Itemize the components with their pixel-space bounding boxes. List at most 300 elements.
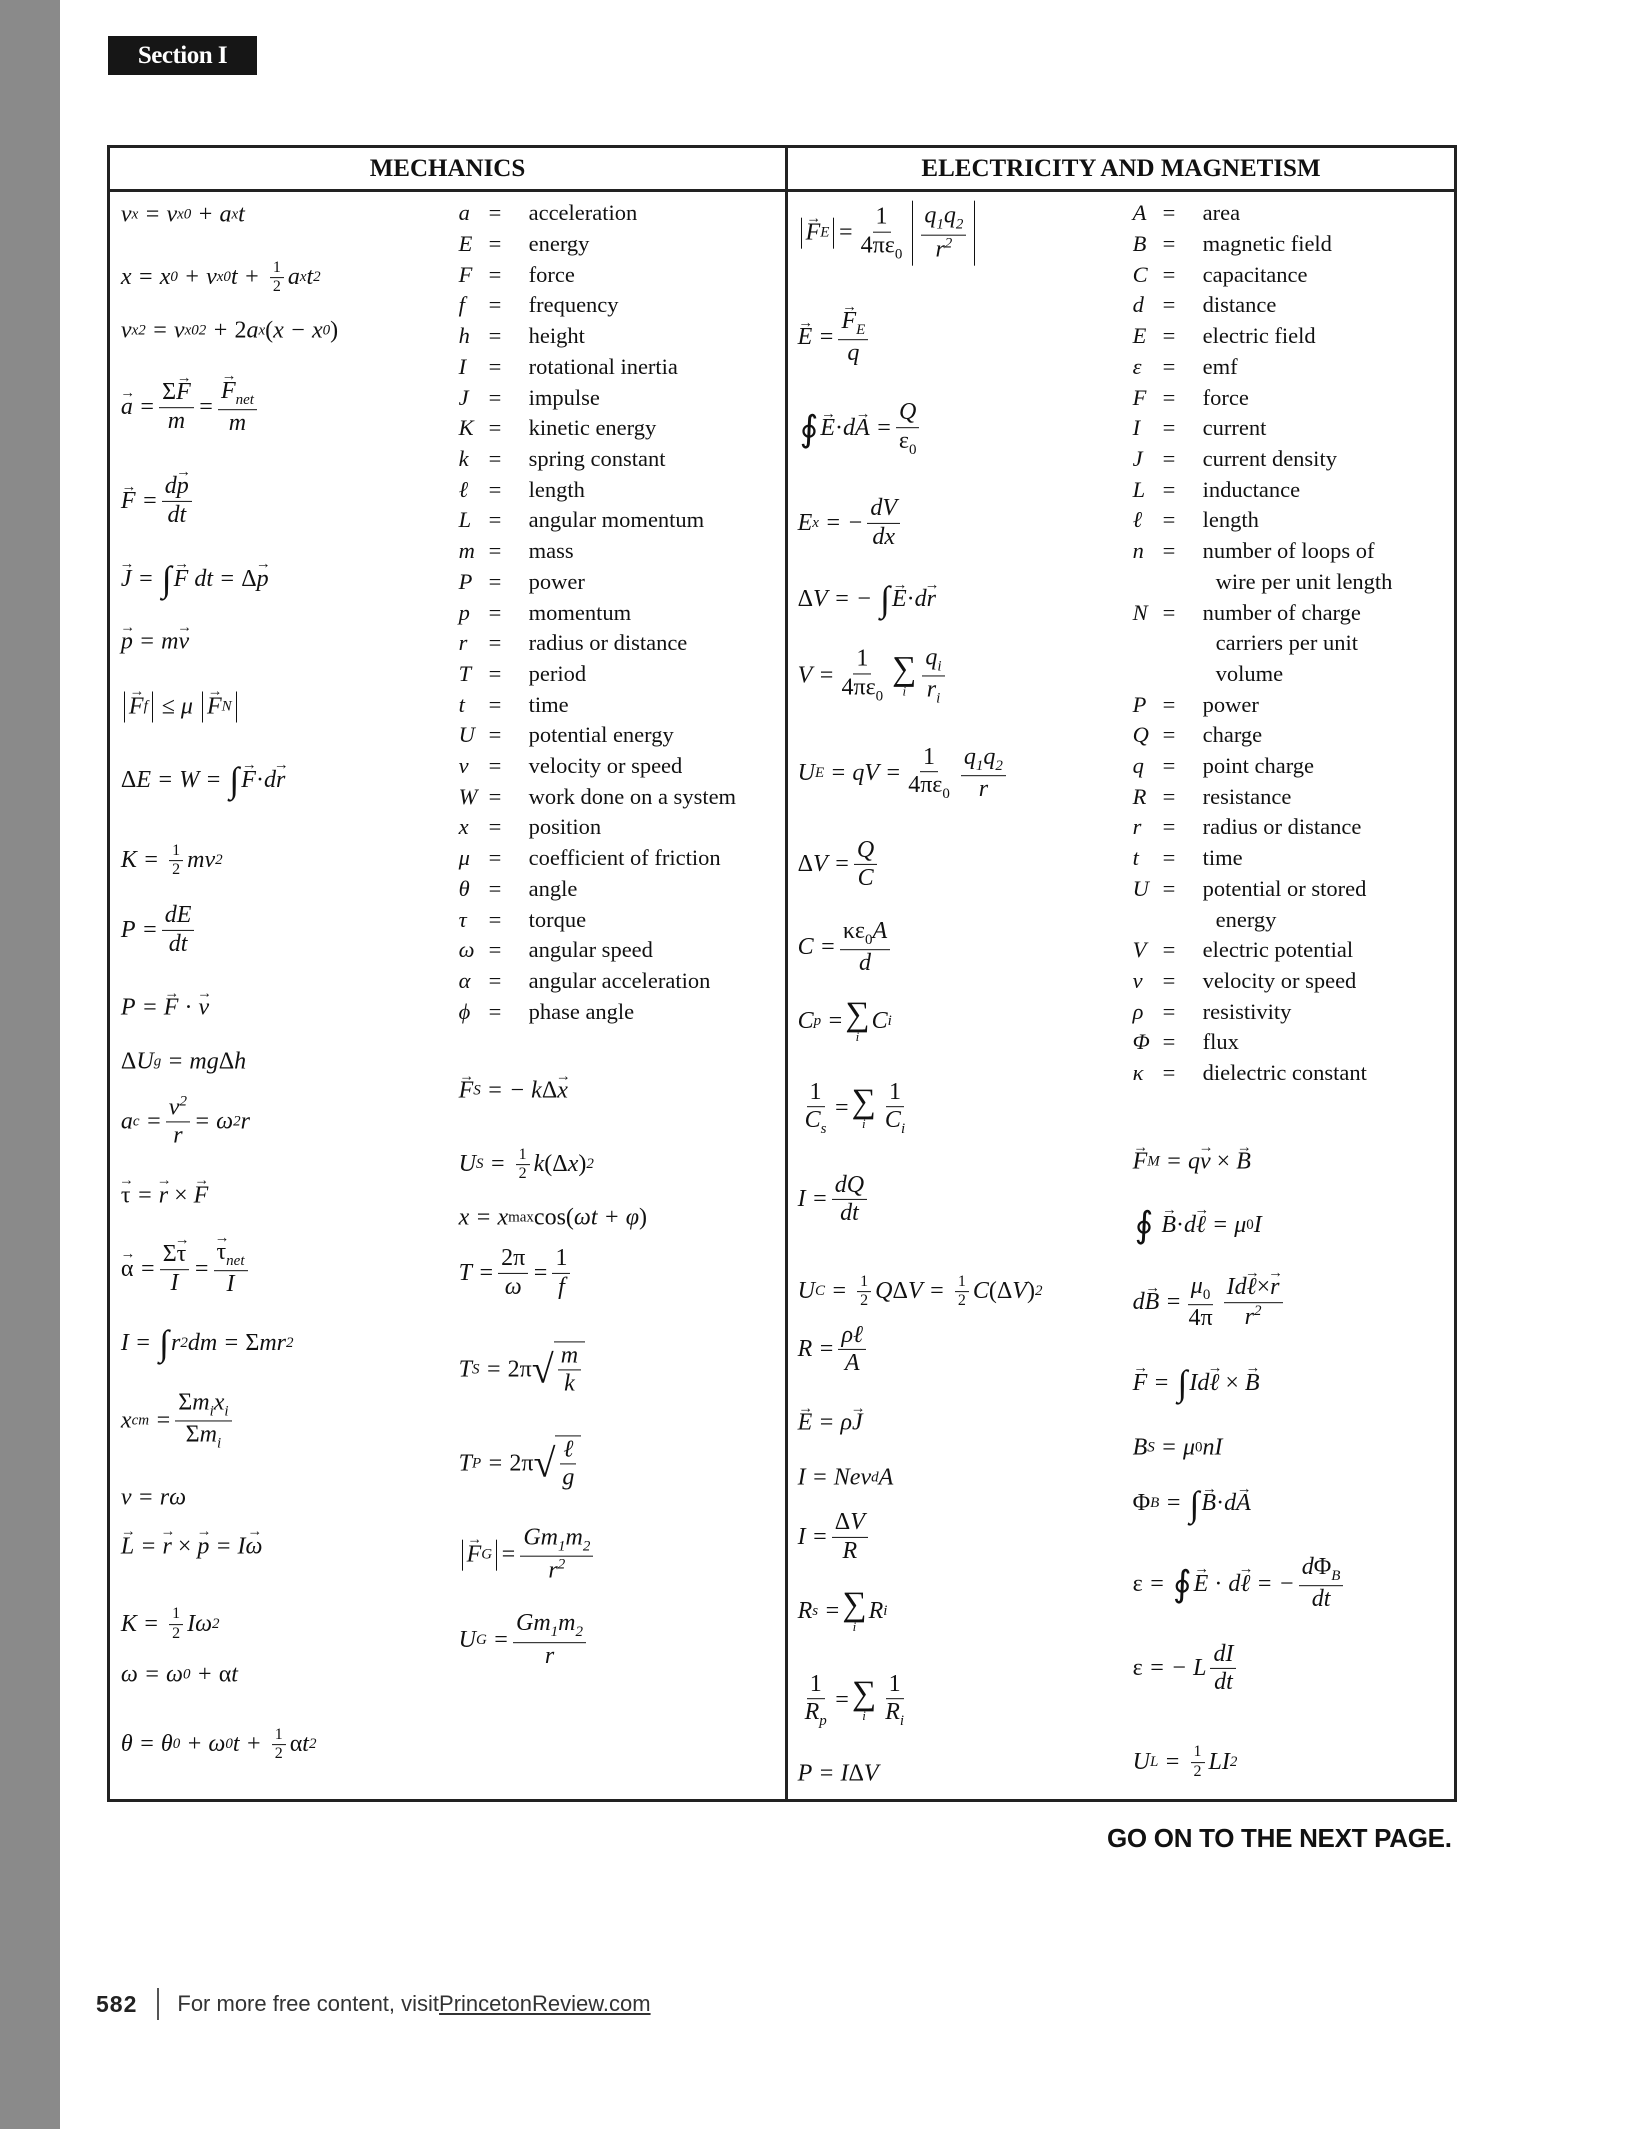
definition-line: position bbox=[528, 814, 602, 840]
definition-text bbox=[529, 690, 569, 721]
formula: → F E = 1 $4\pi\varepsilon_0$ $q_1q_2$ $r^2$ bbox=[798, 201, 979, 266]
variable-symbol: L bbox=[1132, 476, 1146, 502]
variable-symbol: U bbox=[1132, 875, 1149, 901]
formula: V = 1 $4\pi\varepsilon_0$ ∑ i $q_i$ $r_i$ bbox=[798, 644, 949, 707]
definition-item bbox=[1133, 383, 1393, 414]
definition-text bbox=[1203, 782, 1292, 813]
variable-symbol: f bbox=[458, 292, 465, 318]
equals-sign: = bbox=[1162, 691, 1176, 717]
formula: v x 2 = v x0 2 + 2 a x ( x − x 0 ) bbox=[120, 317, 339, 344]
formula: ∮ → B · d → ℓ = μ 0 I bbox=[1133, 1207, 1262, 1243]
variable-symbol: τ bbox=[458, 906, 467, 932]
definition-text bbox=[1203, 505, 1259, 536]
definition-text bbox=[529, 812, 602, 843]
equals-sign: = bbox=[488, 906, 502, 932]
definition-text bbox=[1203, 720, 1263, 751]
definition-text bbox=[1203, 966, 1357, 997]
definition-text bbox=[1203, 413, 1267, 444]
variable-symbol: F bbox=[458, 261, 473, 287]
definition-line: velocity or speed bbox=[528, 753, 683, 779]
definition-line: time bbox=[528, 691, 569, 717]
definition-line: spring constant bbox=[528, 446, 666, 471]
definition-text bbox=[1203, 1058, 1367, 1089]
definition-text bbox=[529, 997, 635, 1028]
definition-item bbox=[459, 413, 736, 444]
definition-item bbox=[459, 260, 736, 291]
definition-item bbox=[1133, 444, 1393, 475]
definition-item bbox=[1133, 536, 1393, 597]
formula: x = x 0 + v x0 t + 1 2 a x t 2 bbox=[120, 258, 321, 296]
formula: a c = $v^2$ r = ω 2 r bbox=[120, 1093, 250, 1149]
variable-symbol: B bbox=[1132, 231, 1147, 257]
equals-sign: = bbox=[1162, 538, 1176, 564]
definition-item bbox=[459, 905, 736, 936]
variable-symbol: Φ bbox=[1132, 1029, 1150, 1055]
variable-symbol: r bbox=[1132, 814, 1142, 840]
formula: x = x max cos( ωt + φ ) bbox=[458, 1204, 647, 1231]
equals-sign: = bbox=[488, 507, 502, 533]
definition-text bbox=[529, 659, 586, 690]
definition-text bbox=[529, 475, 585, 506]
definition-item bbox=[459, 505, 736, 536]
definition-line: length bbox=[1202, 507, 1259, 533]
variable-symbol: d bbox=[1132, 292, 1144, 318]
variable-symbol: R bbox=[1132, 783, 1147, 809]
definition-line: height bbox=[528, 323, 585, 349]
definition-item bbox=[459, 536, 736, 567]
footer-text: For more free content, visit bbox=[177, 1991, 440, 2016]
formula: P = → F · → v bbox=[121, 995, 209, 1022]
definition-text bbox=[529, 843, 721, 874]
definition-item bbox=[459, 751, 736, 782]
definition-item bbox=[1133, 966, 1393, 997]
formula: 1 $R_p$ = ∑ i 1 $R_i$ bbox=[804, 1670, 905, 1730]
definition-text bbox=[1203, 383, 1249, 414]
definition-text bbox=[1203, 874, 1367, 935]
variable-symbol: ϕ bbox=[458, 998, 471, 1024]
equals-sign: = bbox=[488, 200, 502, 226]
definition-line: number of charge bbox=[1202, 599, 1361, 625]
equals-sign: = bbox=[1162, 292, 1176, 318]
definition-line: coefficient of friction bbox=[528, 845, 721, 871]
equals-sign: = bbox=[1162, 1060, 1176, 1086]
formula: I = dQ dt bbox=[798, 1172, 872, 1228]
variable-symbol: k bbox=[458, 446, 469, 471]
equals-sign: = bbox=[488, 691, 502, 717]
variable-symbol: a bbox=[458, 200, 470, 226]
page-edge-bar bbox=[0, 0, 60, 2129]
formula: ∮ → E · d → A = Q $\varepsilon_0$ bbox=[798, 399, 924, 459]
formula: → τ = → r × → F bbox=[121, 1182, 208, 1209]
definition-item bbox=[1133, 935, 1393, 966]
definition-item bbox=[459, 198, 736, 229]
definition-line: frequency bbox=[528, 292, 619, 318]
equals-sign: = bbox=[1162, 722, 1176, 748]
definition-item bbox=[1133, 1027, 1393, 1058]
equals-sign: = bbox=[1162, 998, 1176, 1024]
definition-line: current bbox=[1202, 415, 1267, 441]
formula: → F f ≤ μ → F N bbox=[121, 691, 240, 722]
footer-divider bbox=[157, 1988, 159, 2020]
variable-symbol: h bbox=[458, 323, 470, 349]
equals-sign: = bbox=[1162, 384, 1176, 410]
formula: Φ B = ∫ → B · d → A bbox=[1133, 1486, 1251, 1522]
formula: → L = → r × → p = I → ω bbox=[121, 1533, 263, 1560]
definition-text bbox=[1203, 260, 1308, 291]
definition-text bbox=[1203, 321, 1316, 352]
equals-sign: = bbox=[488, 231, 502, 257]
formula: v x = v x0 + a x t bbox=[120, 201, 245, 228]
variable-symbol: E bbox=[458, 231, 473, 257]
variable-symbol: N bbox=[1132, 599, 1148, 625]
variable-symbol: I bbox=[1132, 415, 1141, 441]
definition-text bbox=[529, 260, 575, 291]
definition-line: potential energy bbox=[528, 722, 674, 748]
definition-text bbox=[1203, 290, 1277, 321]
definition-line: angle bbox=[528, 875, 578, 901]
variable-symbol: θ bbox=[458, 875, 470, 901]
equals-sign: = bbox=[488, 998, 502, 1024]
variable-symbol: q bbox=[1132, 753, 1144, 779]
formula: → p = m → v bbox=[121, 629, 189, 656]
formula: v = rω bbox=[120, 1484, 187, 1511]
formula: d → B = $\mu_0$ 4π Id→ ℓ×→ r $r^2$ bbox=[1133, 1273, 1287, 1333]
definition-item bbox=[1133, 843, 1393, 874]
definition-item bbox=[1133, 260, 1393, 291]
variable-symbol: α bbox=[458, 967, 471, 993]
next-page-notice: GO ON TO THE NEXT PAGE. bbox=[1107, 1823, 1452, 1853]
definition-item bbox=[459, 843, 736, 874]
equals-sign: = bbox=[1162, 261, 1176, 287]
formula: → F G = $Gm_1m_2$ $r^2$ bbox=[459, 1524, 598, 1585]
column-divider bbox=[785, 148, 788, 1799]
formula: R = ρℓ A bbox=[798, 1322, 870, 1378]
variable-symbol: Q bbox=[1132, 722, 1149, 748]
definition-text bbox=[529, 751, 683, 782]
definition-text bbox=[529, 905, 586, 936]
equals-sign: = bbox=[488, 538, 502, 564]
formula: K = 1 2 Iω 2 bbox=[120, 1605, 220, 1642]
definition-item bbox=[459, 598, 736, 629]
equals-sign: = bbox=[488, 599, 502, 625]
definition-item bbox=[459, 352, 736, 383]
definition-item bbox=[1133, 598, 1393, 690]
formula: → F = ∫ Id → ℓ × → B bbox=[1133, 1365, 1260, 1401]
definition-item bbox=[459, 290, 736, 321]
definition-line: momentum bbox=[528, 599, 632, 625]
definition-text bbox=[529, 628, 688, 659]
formula: ω = ω 0 + α t bbox=[120, 1661, 238, 1688]
definition-line: capacitance bbox=[1202, 261, 1308, 287]
definition-line: wire per unit length bbox=[1215, 568, 1393, 594]
equals-sign: = bbox=[488, 630, 502, 656]
definition-item bbox=[459, 659, 736, 690]
variable-symbol: t bbox=[458, 691, 465, 717]
formula: C = $\kappa\varepsilon_0A$ d bbox=[798, 918, 895, 978]
definition-line: angular momentum bbox=[528, 507, 705, 533]
equals-sign: = bbox=[1162, 507, 1176, 533]
definition-item bbox=[1133, 751, 1393, 782]
variable-symbol: K bbox=[458, 415, 474, 441]
definition-line: carriers per unit bbox=[1215, 630, 1359, 656]
formula: U L = 1 2 LI 2 bbox=[1132, 1743, 1238, 1780]
equals-sign: = bbox=[488, 845, 502, 871]
equals-sign: = bbox=[1162, 875, 1176, 901]
variable-symbol: κ bbox=[1132, 1060, 1144, 1086]
formula-sheet bbox=[107, 145, 1457, 1802]
definition-item bbox=[459, 690, 736, 721]
equals-sign: = bbox=[488, 722, 502, 748]
definition-text bbox=[529, 935, 653, 966]
definition-item bbox=[1133, 720, 1393, 751]
equals-sign: = bbox=[488, 353, 502, 379]
definition-text bbox=[1203, 352, 1238, 383]
definition-line: angular speed bbox=[528, 937, 653, 963]
equals-sign: = bbox=[488, 476, 502, 502]
equals-sign: = bbox=[1162, 231, 1176, 257]
definition-line: power bbox=[1202, 691, 1259, 717]
definition-item bbox=[1133, 690, 1393, 721]
definition-text bbox=[1203, 444, 1337, 475]
variable-symbol: J bbox=[458, 384, 469, 410]
definition-line: resistance bbox=[1202, 783, 1292, 809]
equals-sign: = bbox=[1162, 446, 1176, 471]
definition-text bbox=[529, 966, 711, 997]
definition-line: electric potential bbox=[1202, 937, 1354, 963]
formula: 1 $C_s$ = ∑ i 1 $C_i$ bbox=[804, 1078, 906, 1138]
definition-item bbox=[1133, 229, 1393, 260]
equals-sign: = bbox=[1162, 200, 1176, 226]
variable-symbol: U bbox=[458, 722, 475, 748]
definition-item bbox=[1133, 1058, 1393, 1089]
definition-line: volume bbox=[1215, 660, 1284, 686]
variable-symbol: p bbox=[458, 599, 470, 625]
formula: → F M = q → v × → B bbox=[1133, 1149, 1251, 1176]
equals-sign: = bbox=[1162, 753, 1176, 779]
definition-text bbox=[1203, 229, 1332, 260]
variable-symbol: C bbox=[1132, 261, 1148, 287]
formula: P = dE dt bbox=[121, 902, 199, 958]
variable-symbol: m bbox=[458, 538, 475, 564]
definition-line: radius or distance bbox=[528, 630, 688, 656]
formula: → α = Σ→ τ I = → $\tau_{net}$ I bbox=[121, 1239, 252, 1299]
variable-symbol: ω bbox=[458, 937, 475, 963]
definition-item bbox=[1133, 997, 1393, 1028]
definition-item bbox=[459, 475, 736, 506]
variable-symbol: A bbox=[1132, 200, 1147, 226]
definition-item bbox=[1133, 475, 1393, 506]
definition-line: length bbox=[528, 476, 585, 502]
equals-sign: = bbox=[1162, 937, 1176, 963]
definition-text bbox=[529, 536, 574, 567]
definition-text bbox=[529, 229, 590, 260]
definition-text bbox=[1203, 475, 1300, 506]
definition-line: force bbox=[528, 261, 575, 287]
formula: K = 1 2 mv 2 bbox=[120, 841, 223, 879]
formula: U C = 1 2 Q Δ V = 1 2 C (Δ V ) 2 bbox=[797, 1273, 1043, 1310]
definition-item bbox=[1133, 352, 1393, 383]
formula: → a = Σ→ F m = → $F_{net}$ m bbox=[121, 378, 261, 438]
equals-sign: = bbox=[1162, 323, 1176, 349]
definition-text bbox=[529, 874, 578, 905]
variable-symbol: ε bbox=[1132, 353, 1142, 379]
definition-line: magnetic field bbox=[1202, 231, 1332, 257]
equals-sign: = bbox=[488, 967, 502, 993]
formula: → F S = − k Δ → x bbox=[459, 1078, 568, 1105]
formula: → E = ρ → J bbox=[798, 1410, 863, 1437]
definition-line: potential or stored bbox=[1202, 875, 1367, 901]
formula: T P = 2π √ ℓ g bbox=[459, 1435, 582, 1492]
equals-sign: = bbox=[488, 261, 502, 287]
equals-sign: = bbox=[488, 384, 502, 410]
definition-line: point charge bbox=[1202, 753, 1315, 779]
definition-item bbox=[1133, 874, 1393, 935]
definition-item bbox=[459, 874, 736, 905]
formula: U E = qV = 1 $4\pi\varepsilon_0$ $q_1q_2$ r bbox=[798, 744, 1010, 804]
definition-text bbox=[1203, 935, 1354, 966]
definition-line: torque bbox=[528, 906, 587, 932]
equals-sign: = bbox=[1162, 1029, 1176, 1055]
definition-line: phase angle bbox=[528, 998, 635, 1024]
equals-sign: = bbox=[488, 814, 502, 840]
definition-text bbox=[1203, 997, 1292, 1028]
equals-sign: = bbox=[1162, 967, 1176, 993]
definition-text bbox=[529, 782, 736, 813]
definition-text bbox=[529, 321, 585, 352]
equals-sign: = bbox=[488, 937, 502, 963]
definition-line: charge bbox=[1202, 722, 1263, 748]
definition-line: current density bbox=[1202, 446, 1337, 471]
definition-item bbox=[459, 997, 736, 1028]
equals-sign: = bbox=[488, 415, 502, 441]
formula: x cm = $\Sigma m_ix_i$ $\Sigma m_i$ bbox=[121, 1389, 236, 1452]
mechanics-title: MECHANICS bbox=[369, 154, 526, 182]
variable-symbol: J bbox=[1132, 446, 1143, 471]
definition-text bbox=[529, 290, 619, 321]
variable-symbol: x bbox=[458, 814, 469, 840]
header-divider bbox=[110, 189, 1454, 192]
formula: T = 2π ω = 1 f bbox=[459, 1245, 575, 1301]
formula: → J = ∫ → F dt = Δ → p bbox=[121, 561, 269, 597]
formula: Δ U g = mg Δ h bbox=[120, 1048, 247, 1075]
definition-item bbox=[459, 720, 736, 751]
page-number: 582 bbox=[96, 1990, 138, 2017]
definition-line: area bbox=[1202, 200, 1241, 226]
definition-text bbox=[1203, 1027, 1239, 1058]
formula: ε = ∮ → E · d → ℓ = − $d\Phi_B$ dt bbox=[1133, 1554, 1348, 1614]
definition-text bbox=[1203, 843, 1243, 874]
definition-item bbox=[459, 567, 736, 598]
equals-sign: = bbox=[488, 783, 502, 809]
variable-symbol: V bbox=[1132, 937, 1147, 963]
definition-line: angular acceleration bbox=[528, 967, 711, 993]
definition-item bbox=[1133, 505, 1393, 536]
definition-line: time bbox=[1202, 845, 1243, 871]
variable-symbol: n bbox=[1132, 538, 1144, 564]
formula: I = ΔV R bbox=[798, 1509, 872, 1565]
definition-line: resistivity bbox=[1202, 998, 1292, 1024]
variable-symbol: ℓ bbox=[1132, 507, 1142, 533]
variable-symbol: T bbox=[458, 660, 472, 686]
definition-text bbox=[529, 505, 705, 536]
definition-line: energy bbox=[1215, 906, 1277, 932]
definition-item bbox=[459, 782, 736, 813]
definition-item bbox=[1133, 321, 1393, 352]
definitions-list bbox=[459, 198, 736, 1027]
definition-text bbox=[529, 198, 638, 229]
em-title: ELECTRICITY AND MAGNETISM bbox=[921, 154, 1321, 182]
definition-text bbox=[529, 567, 585, 598]
definition-line: velocity or speed bbox=[1202, 967, 1357, 993]
definition-line: radius or distance bbox=[1202, 814, 1362, 840]
variable-symbol: P bbox=[458, 568, 473, 594]
definition-text bbox=[1203, 198, 1240, 229]
formula: E x = − dV dx bbox=[798, 495, 904, 551]
definition-item bbox=[459, 628, 736, 659]
variable-symbol: P bbox=[1132, 691, 1147, 717]
definition-line: inductance bbox=[1202, 476, 1301, 502]
formula: Δ V = − ∫ → E · d → r bbox=[798, 581, 936, 617]
formula: θ = θ 0 + ω 0 t + 1 2 α t 2 bbox=[120, 1726, 317, 1763]
definition-line: electric field bbox=[1202, 323, 1316, 349]
definition-line: acceleration bbox=[528, 200, 638, 226]
definition-text bbox=[529, 383, 600, 414]
variable-symbol: F bbox=[1132, 384, 1147, 410]
definition-text bbox=[529, 444, 666, 475]
equals-sign: = bbox=[1162, 476, 1176, 502]
definition-line: work done on a system bbox=[528, 783, 737, 809]
formula: C p = ∑ i C i bbox=[797, 996, 892, 1044]
equals-sign: = bbox=[1162, 353, 1176, 379]
variable-symbol: I bbox=[458, 353, 467, 379]
formula: U S = 1 2 k (Δ x ) 2 bbox=[458, 1145, 594, 1183]
variable-symbol: t bbox=[1132, 845, 1139, 871]
equals-sign: = bbox=[488, 568, 502, 594]
formula: R s = ∑ i R i bbox=[797, 1585, 888, 1634]
definition-line: distance bbox=[1202, 292, 1277, 318]
definition-item bbox=[459, 966, 736, 997]
definition-item bbox=[459, 812, 736, 843]
definition-line: emf bbox=[1202, 353, 1238, 379]
definition-line: power bbox=[528, 568, 585, 594]
definition-line: rotational inertia bbox=[528, 353, 678, 379]
formula: U G = $Gm_1m_2$ r bbox=[459, 1611, 590, 1671]
princeton-review-link[interactable]: PrincetonReview.com bbox=[439, 1991, 651, 2016]
definition-line: force bbox=[1202, 384, 1249, 410]
variable-symbol: E bbox=[1132, 323, 1147, 349]
definition-text bbox=[1203, 598, 1361, 690]
definition-text bbox=[529, 413, 657, 444]
equals-sign: = bbox=[1162, 814, 1176, 840]
formula: I = ∫ r 2 dm = Σ mr 2 bbox=[120, 1323, 294, 1363]
formula: Δ E = W = ∫ → F · d → r bbox=[121, 762, 285, 798]
definition-item bbox=[459, 229, 736, 260]
variable-symbol: v bbox=[458, 753, 469, 779]
definition-line: impulse bbox=[528, 384, 600, 410]
equals-sign: = bbox=[1162, 783, 1176, 809]
equals-sign: = bbox=[488, 292, 502, 318]
definition-text bbox=[529, 720, 674, 751]
equals-sign: = bbox=[488, 446, 502, 471]
equals-sign: = bbox=[488, 323, 502, 349]
definition-line: mass bbox=[528, 538, 574, 564]
equals-sign: = bbox=[1162, 415, 1176, 441]
definition-line: period bbox=[528, 660, 587, 686]
variable-symbol: v bbox=[1132, 967, 1143, 993]
formula: P = I Δ V bbox=[797, 1760, 879, 1787]
definition-item bbox=[1133, 413, 1393, 444]
definition-line: energy bbox=[528, 231, 590, 257]
